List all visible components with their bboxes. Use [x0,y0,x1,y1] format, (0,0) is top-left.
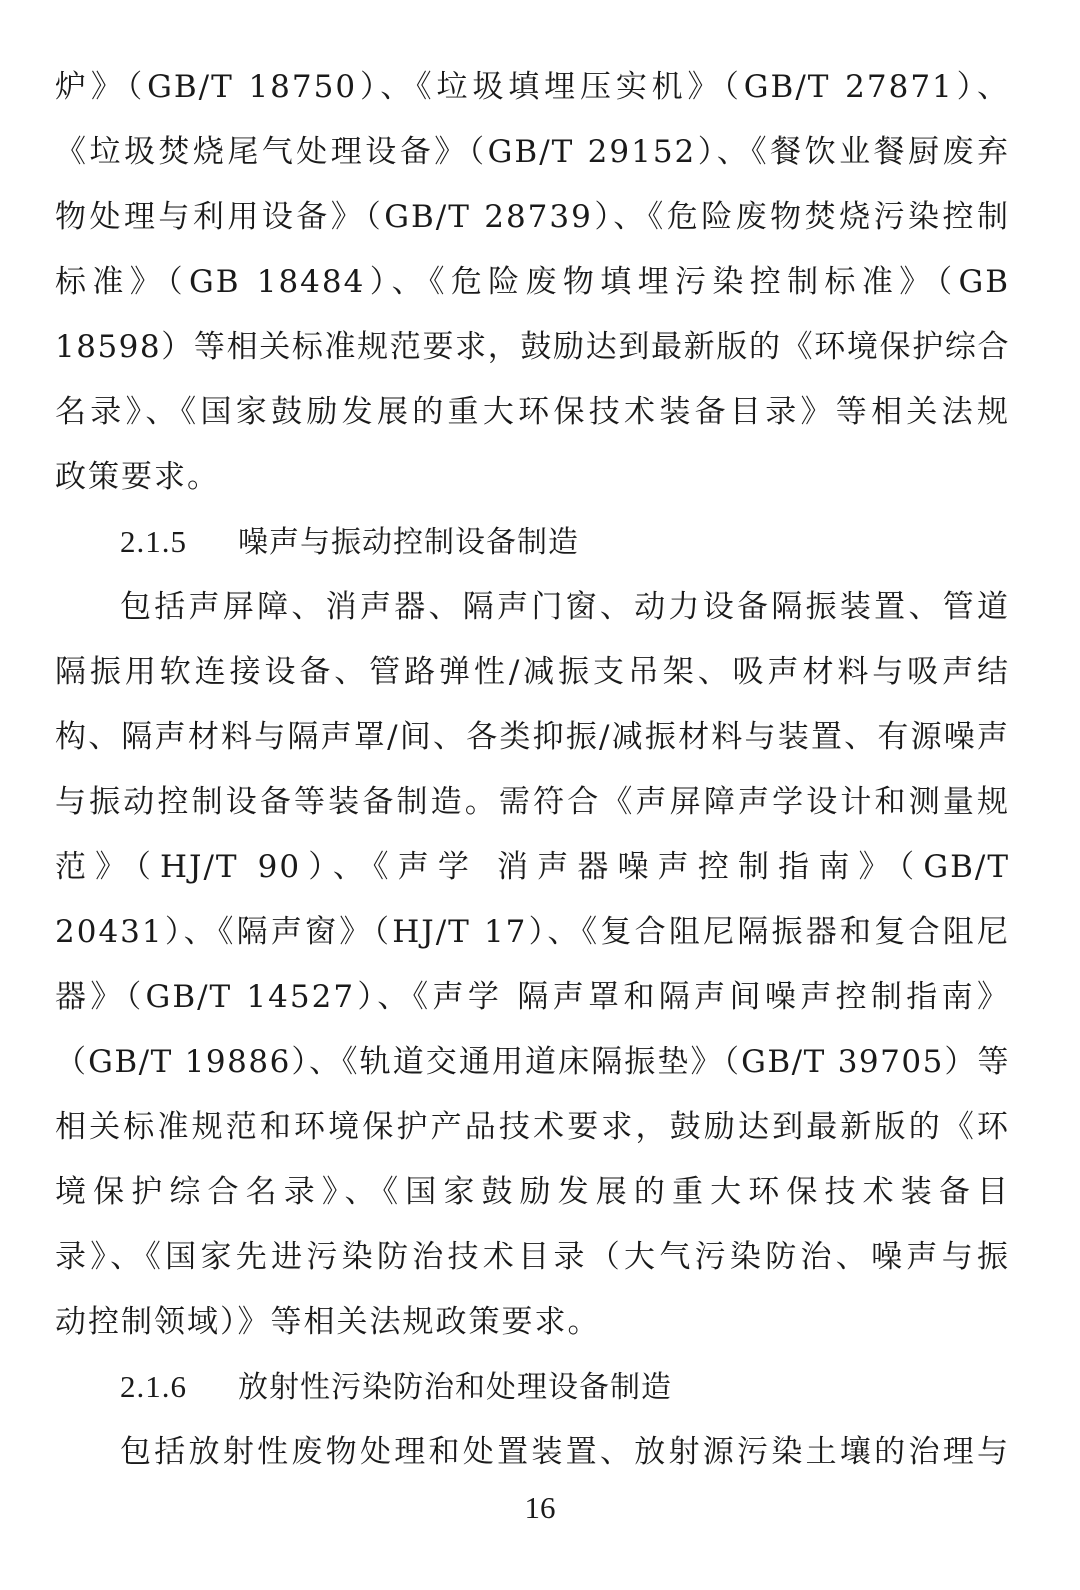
text-line: （GB/T 19886）、《轨道交通用道床隔振垫》（GB/T 39705）等 [55,1044,1010,1080]
text-line: 与振动控制设备等装备制造。需符合《声屏障声学设计和测量规 [55,784,1010,820]
text-line: 范》（HJ/T 90）、《声学 消声器噪声控制指南》（GB/T [55,849,1010,885]
section-number: 2.1.5 [120,524,187,559]
text-line: 相关标准规范和环境保护产品技术要求，鼓励达到最新版的《环 [55,1109,1010,1145]
text-line: 包括声屏障、消声器、隔声门窗、动力设备隔振装置、管道 [120,589,1010,625]
section-heading-2-1-5 [120,517,579,567]
section-heading-2-1-6 [120,1362,672,1412]
text-line: 包括放射性废物处理和处置装置、放射源污染土壤的治理与 [120,1434,1010,1470]
text-line: 标准》（GB 18484）、《危险废物填埋污染控制标准》（GB [55,264,1010,300]
text-line: 炉》（GB/T 18750）、《垃圾填埋压实机》（GB/T 27871）、 [55,69,1010,105]
text-line: 录》、《国家先进污染防治技术目录（大气污染防治、噪声与振 [55,1239,1010,1275]
text-line: 名录》、《国家鼓励发展的重大环保技术装备目录》等相关法规 [55,394,1010,430]
section-number: 2.1.6 [120,1369,187,1404]
text-line: 18598）等相关标准规范要求，鼓励达到最新版的《环境保护综合 [55,329,1010,365]
text-line: 构、隔声材料与隔声罩/间、各类抑振/减振材料与装置、有源噪声 [55,719,1010,755]
section-title: 噪声与振动控制设备制造 [238,525,579,560]
text-line: 《垃圾焚烧尾气处理设备》（GB/T 29152）、《餐饮业餐厨废弃 [55,134,1010,170]
text-line: 20431）、《隔声窗》（HJ/T 17）、《复合阻尼隔振器和复合阻尼 [55,914,1010,950]
text-line: 动控制领域）》等相关法规政策要求。 [55,1304,601,1340]
text-line: 物处理与利用设备》（GB/T 28739）、《危险废物焚烧污染控制 [55,199,1010,235]
page-number: 16 [524,1490,556,1525]
section-title: 放射性污染防治和处理设备制造 [238,1370,672,1405]
text-line: 隔振用软连接设备、管路弹性/减振支吊架、吸声材料与吸声结 [55,654,1010,690]
text-line: 器》（GB/T 14527）、《声学 隔声罩和隔声间噪声控制指南》 [55,979,1010,1015]
text-line: 境保护综合名录》、《国家鼓励发展的重大环保技术装备目 [55,1174,1010,1210]
text-line: 政策要求。 [55,459,220,495]
